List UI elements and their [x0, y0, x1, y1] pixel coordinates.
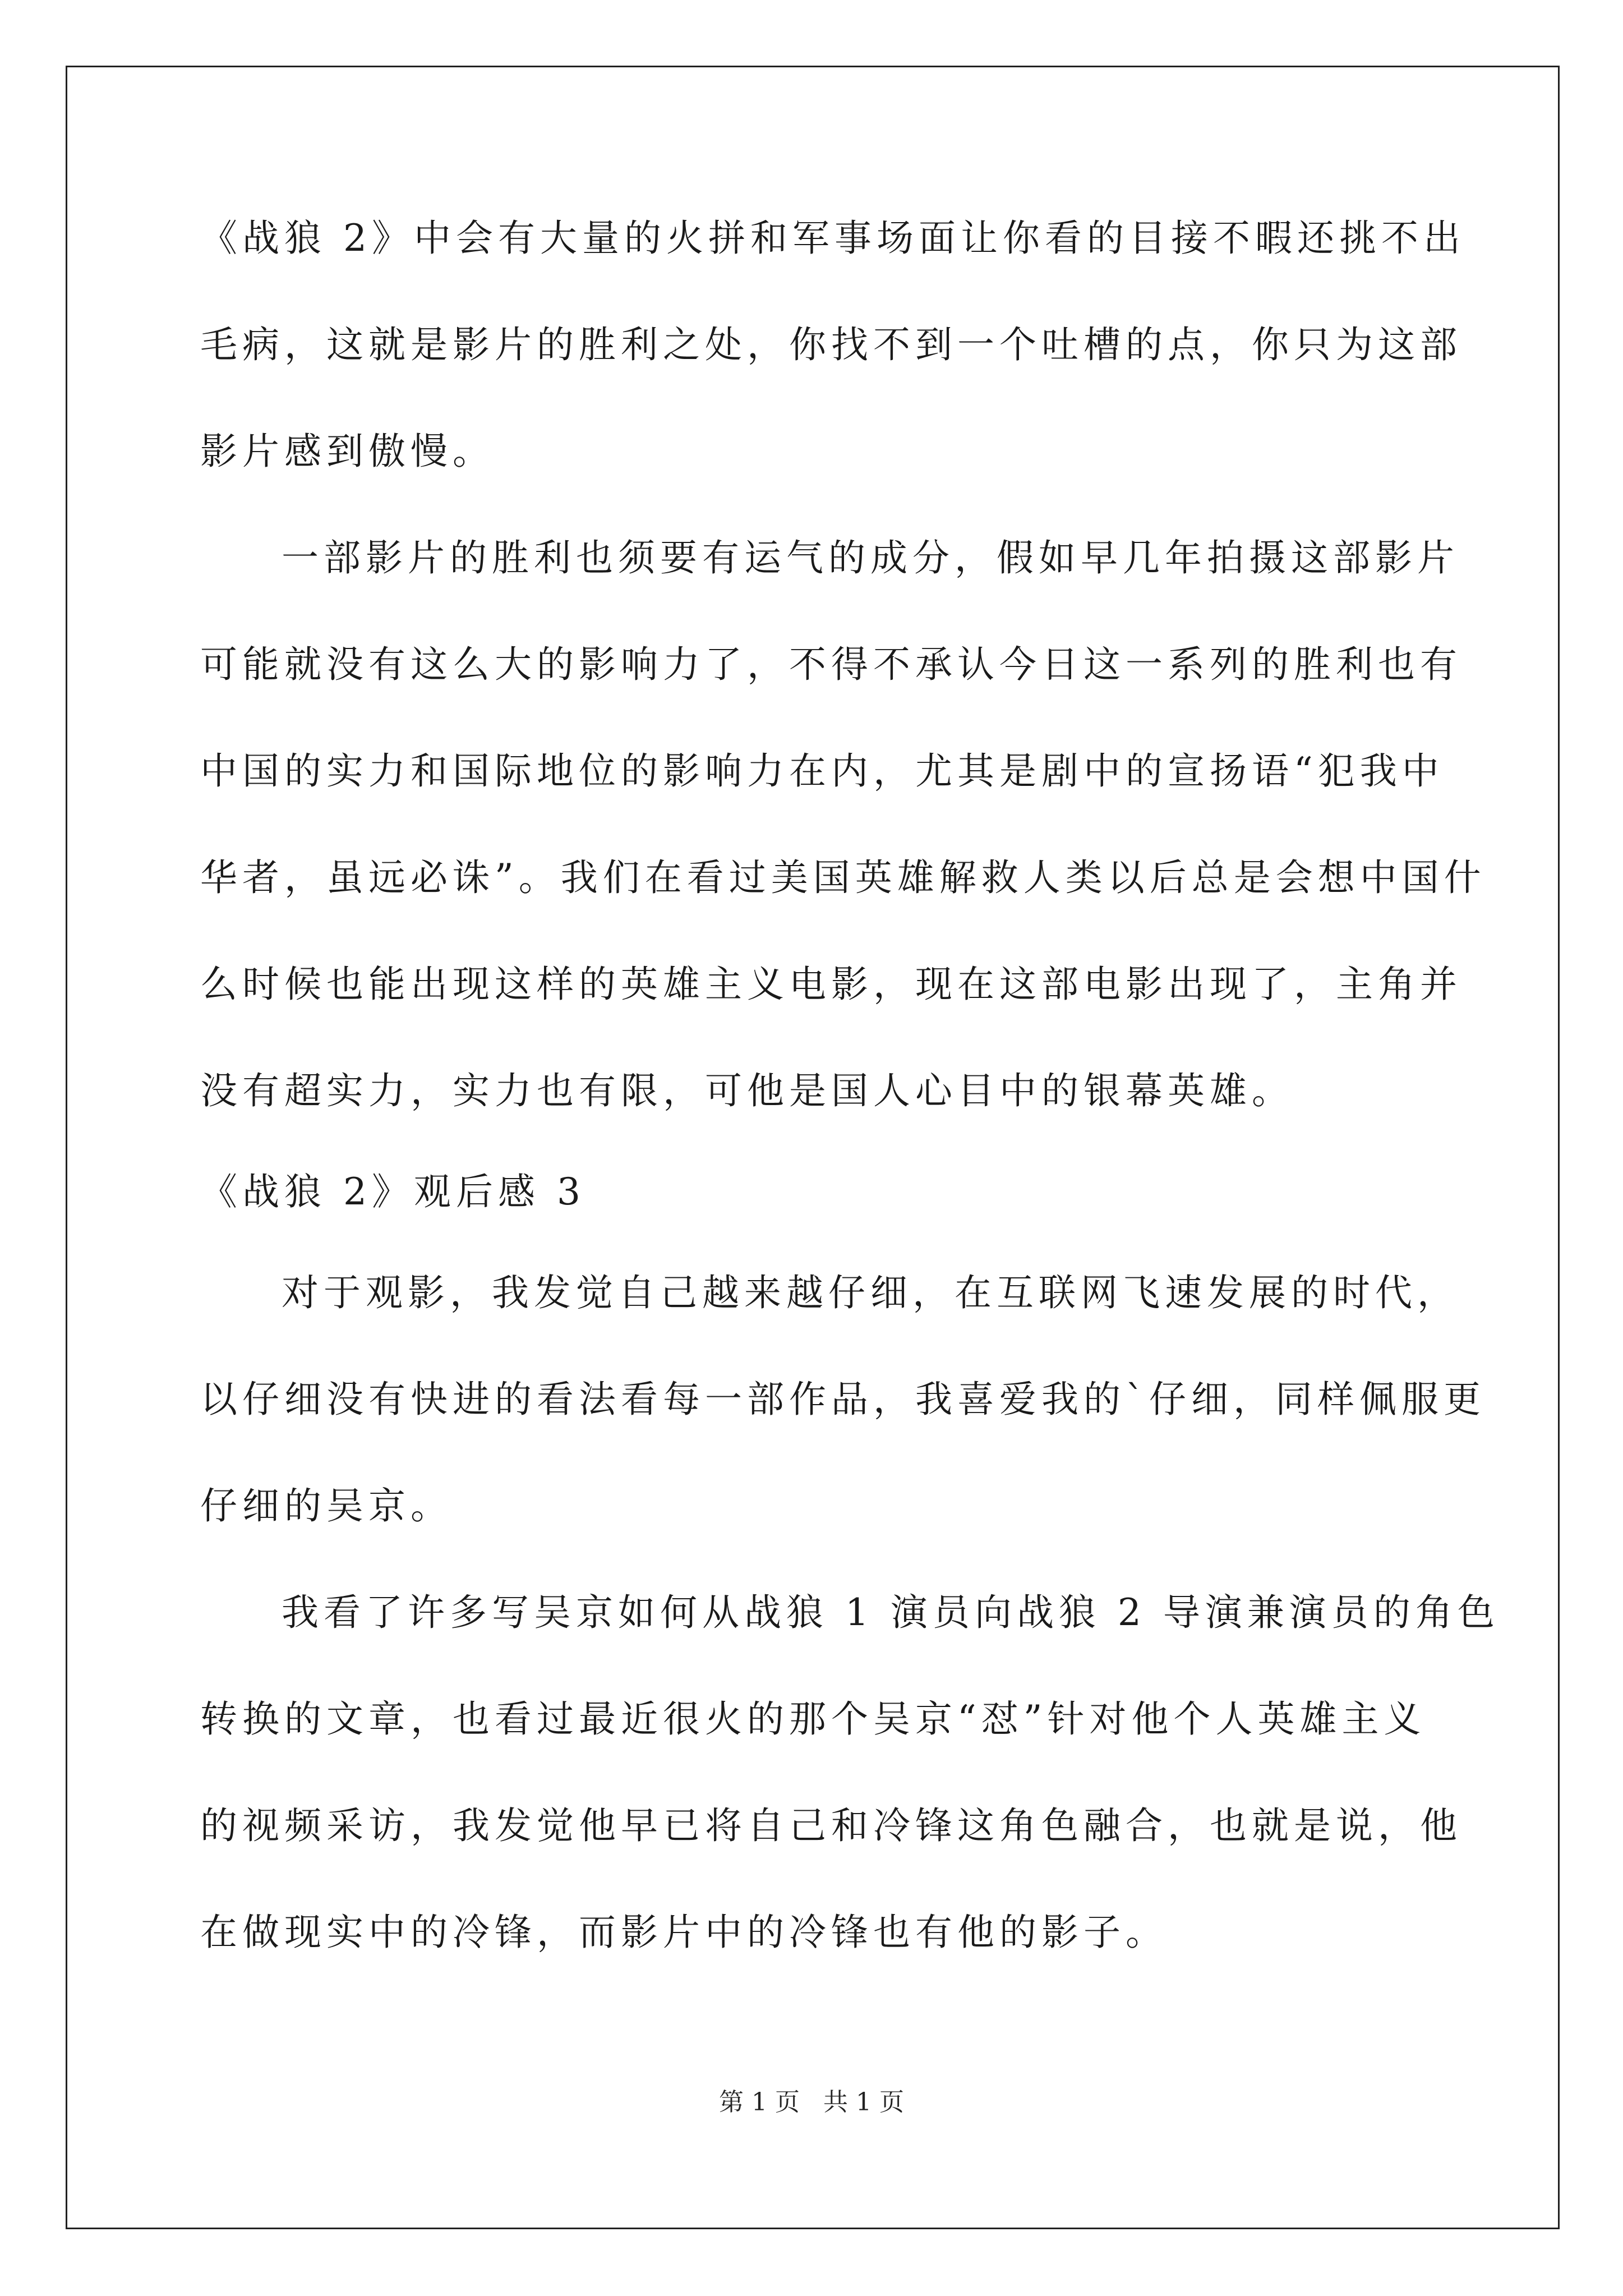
text-line: 没有超实力，实力也有限，可他是国人心目中的银幕英雄。	[200, 1069, 1294, 1112]
text-line: 中国的实力和国际地位的影响力在内，尤其是剧中的宣扬语“犯我中	[200, 749, 1444, 793]
text-line: 华者，虽远必诛”。我们在看过美国英雄解救人类以后总是会想中国什	[200, 856, 1486, 899]
text-line: 《战狼 2》中会有大量的火拼和军事场面让你看的目接不暇还挑不出	[200, 217, 1465, 260]
page-number: 第 1 页	[719, 2088, 800, 2116]
text-line: 转换的文章，也看过最近很火的那个吴京“怼”针对他个人英雄主义	[200, 1697, 1426, 1741]
page-border	[66, 66, 1560, 2229]
page-footer	[0, 2086, 1623, 2119]
text-line: 么时候也能出现这样的英雄主义电影，现在这部电影出现了，主角并	[200, 963, 1462, 1006]
text-line: 的视频采访，我发觉他早已将自己和冷锋这角色融合，也就是说，他	[200, 1804, 1462, 1847]
text-line: 以仔细没有快进的看法看每一部作品，我喜爱我的`仔细，同样佩服更	[200, 1378, 1486, 1421]
text-line: 仔细的吴京。	[200, 1484, 453, 1527]
text-line: 一部影片的胜利也须要有运气的成分，假如早几年拍摄这部影片	[282, 536, 1459, 579]
text-line: 对于观影，我发觉自己越来越仔细，在互联网飞速发展的时代，	[282, 1271, 1459, 1314]
text-line: 在做现实中的冷锋，而影片中的冷锋也有他的影子。	[200, 1911, 1168, 1954]
page-total: 共 1 页	[823, 2088, 904, 2116]
text-line: 可能就没有这么大的影响力了，不得不承认今日这一系列的胜利也有	[200, 643, 1462, 686]
text-line: 毛病，这就是影片的胜利之处，你找不到一个吐槽的点，你只为这部	[200, 323, 1462, 366]
section-heading: 《战狼 2》观后感 3	[200, 1170, 585, 1213]
text-line: 影片感到傲慢。	[200, 430, 495, 473]
text-line: 我看了许多写吴京如何从战狼 1 演员向战狼 2 导演兼演员的角色	[282, 1591, 1500, 1634]
